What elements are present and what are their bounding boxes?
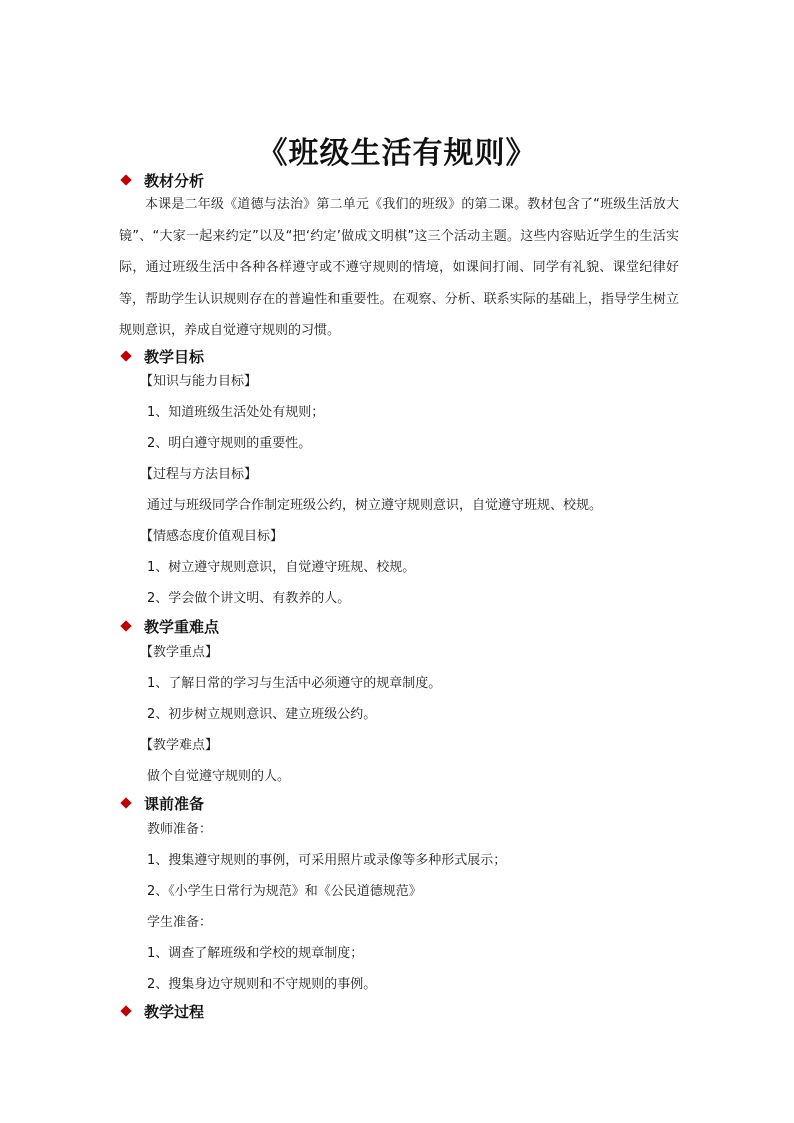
knowledge-goal-item: 1、知道班级生活处处有规则；: [147, 405, 325, 420]
focus-item: 1、了解日常的学习与生活中必须遵守的规章制度。: [147, 676, 442, 691]
focus-item: 2、初步树立规则意识、建立班级公约。: [147, 707, 377, 722]
knowledge-goal-label: 【知识与能力目标】: [140, 374, 258, 389]
student-prep-item: 2、搜集身边守规则和不守规则的事例。: [147, 977, 377, 992]
difficulty-label: 【教学难点】: [140, 738, 219, 753]
diamond-bullet-icon: [120, 620, 131, 631]
teacher-prep-label: 教师准备：: [147, 822, 213, 837]
section-heading-materials: [119, 169, 204, 191]
knowledge-goal-item: 2、明白遵守规则的重要性。: [147, 436, 312, 451]
emotion-goal-label: 【情感态度价值观目标】: [140, 529, 284, 544]
section-heading-goals: [119, 345, 204, 367]
section-heading-process: [119, 1000, 204, 1022]
teacher-prep-item: 1、搜集遵守规则的事例，可采用照片或录像等多种形式展示；: [147, 853, 507, 868]
diamond-bullet-icon: [120, 174, 131, 185]
difficulty-item: 做个自觉遵守规则的人。: [147, 769, 291, 784]
focus-label: 【教学重点】: [140, 645, 219, 660]
student-prep-item: 1、调查了解班级和学校的规章制度；: [147, 946, 364, 961]
section-heading-label: 教学目标: [144, 347, 205, 366]
diamond-bullet-icon: [120, 350, 131, 361]
section-heading-key-points: [119, 615, 219, 637]
section-heading-label: 教材分析: [144, 171, 205, 190]
process-goal-label: 【过程与方法目标】: [140, 467, 258, 482]
diamond-bullet-icon: [120, 1005, 131, 1016]
section-heading-preparation: [119, 792, 204, 814]
emotion-goal-item: 1、树立遵守规则意识，自觉遵守班规、校规。: [147, 560, 416, 575]
section-heading-label: 教学过程: [144, 1002, 205, 1021]
student-prep-label: 学生准备：: [147, 915, 213, 930]
section-heading-label: 课前准备: [144, 794, 205, 813]
emotion-goal-item: 2、学会做个讲文明、有教养的人。: [147, 591, 351, 606]
materials-paragraph: 本课是二年级《道德与法治》第二单元《我们的班级》的第二课。教材包含了“班级生活放大镜”、“大家一起来约定”以及“把‘约定’做成文明棋”这三个活动主题。这些内容贴近学生的生活实际，通过班级生活中各种各样遵守或不遵守规则的情境，如课间打闹、同学有礼貌、课堂纪律好等，帮助学生认识规则存在的普遍性和重要性。在观察、分析、联系实际的基础上，指导学生树立规则意识，养成自觉遵守规则的习惯。: [119, 197, 679, 338]
diamond-bullet-icon: [120, 797, 131, 808]
page-title: 《班级生活有规则》: [257, 136, 537, 171]
section-heading-label: 教学重难点: [144, 617, 220, 636]
process-goal-item: 通过与班级同学合作制定班级公约，树立遵守规则意识，自觉遵守班规、校规。: [147, 498, 603, 513]
teacher-prep-item: 2、《小学生日常行为规范》和《公民道德规范》: [147, 884, 422, 899]
